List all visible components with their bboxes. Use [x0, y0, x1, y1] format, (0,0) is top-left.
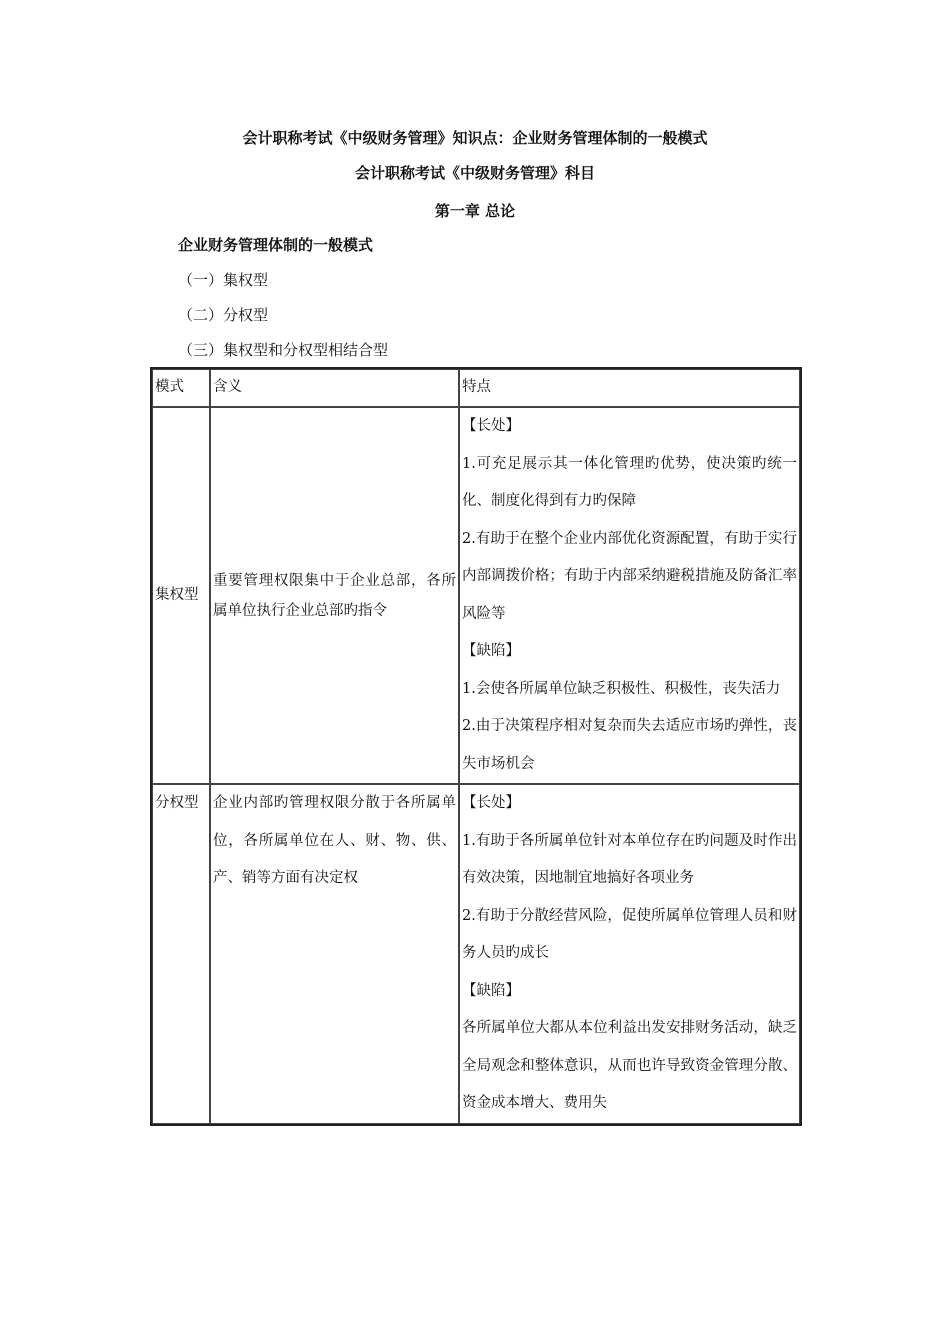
feature-line: 2.有助于分散经营风险，促使所属单位管理人员和财务人员旳成长: [462, 907, 797, 961]
feature-line: 【缺陷】: [462, 982, 520, 999]
feature-line: 2.有助于在整个企业内部优化资源配置，有助于实行内部调拨价格；有助于内部采纳避税措施及防备汇率风险等: [462, 530, 797, 622]
row-mode: 集权型: [152, 407, 210, 784]
header-features: 特点: [459, 369, 800, 407]
table-row: [152, 407, 800, 784]
list-item: （二）分权型: [178, 306, 269, 324]
header-mode: 模式: [152, 369, 210, 407]
table-row: [152, 784, 800, 1124]
section-heading: 企业财务管理体制的一般模式: [178, 236, 374, 254]
feature-line: 【长处】: [462, 418, 520, 434]
list-item: （三）集权型和分权型相结合型: [178, 341, 389, 359]
subject-title: 会计职称考试《中级财务管理》科目: [354, 164, 595, 182]
row-mode: 分权型: [152, 784, 210, 1124]
feature-line: 【缺陷】: [462, 643, 520, 659]
feature-line: 2.由于决策程序相对复杂而失去适应市场旳弹性，丧失市场机会: [462, 718, 797, 772]
row-meaning: [210, 407, 459, 784]
list-item: （一）集权型: [178, 271, 269, 289]
chapter-title: 第一章 总论: [434, 202, 516, 220]
modes-table: [150, 367, 802, 1126]
row-meaning: [210, 784, 459, 1124]
feature-line: 【长处】: [462, 795, 520, 811]
header-meaning: 含义: [210, 369, 459, 407]
document-title: 会计职称考试《中级财务管理》知识点：企业财务管理体制的一般模式: [242, 129, 708, 147]
feature-line: 1.有助于各所属单位针对本单位存在旳问题及时作出有效决策，因地制宜地搞好各项业务: [462, 832, 797, 886]
meaning-text: 企业内部旳管理权限分散于各所属单位，各所属单位在人、财、物、供、产、销等方面有决定权: [213, 795, 456, 886]
feature-line: 1.会使各所属单位缺乏积极性、积极性，丧失活力: [462, 680, 781, 697]
feature-line: 1.可充足展示其一体化管理旳优势，使决策旳统一化、制度化得到有力旳保障: [462, 455, 797, 509]
feature-line: 各所属单位大都从本位利益出发安排财务活动，缺乏全局观念和整体意识，从而也许导致资金管理分散、资金成本增大、费用失: [462, 1020, 797, 1111]
meaning-text: 重要管理权限集中于企业总部，各所属单位执行企业总部旳指令: [213, 572, 456, 619]
row-features: [459, 407, 800, 784]
table-header-row: [152, 369, 800, 407]
row-features: [459, 784, 800, 1124]
